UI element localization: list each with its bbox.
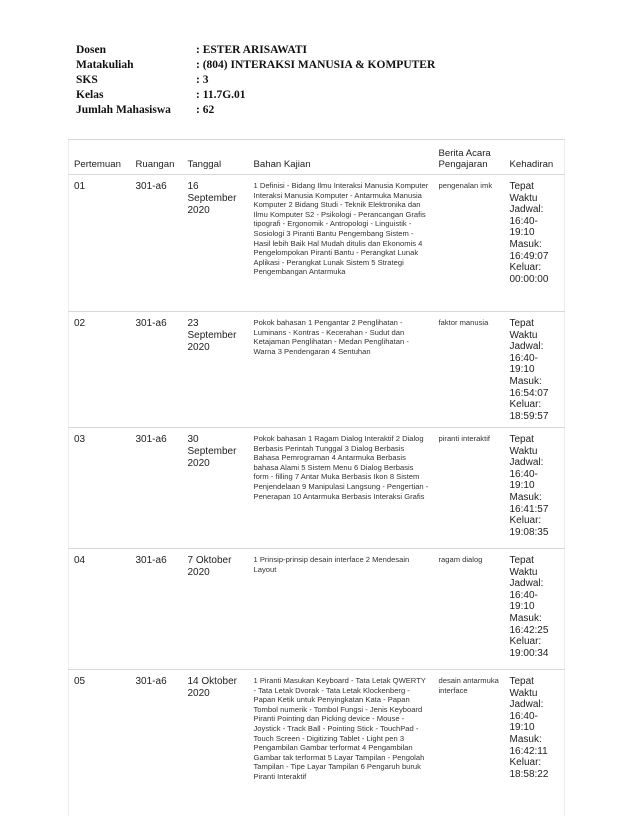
tanggal-cell: 23 September 2020 [183, 312, 249, 428]
table-row [69, 312, 565, 428]
pertemuan-cell: 03 [69, 428, 131, 549]
keluar-label: Keluar: [509, 262, 542, 274]
masuk-label: Masuk: [509, 733, 542, 745]
table-header-row [69, 140, 565, 175]
pertemuan-cell: 04 [69, 549, 131, 670]
col-berita-acara: Berita Acara Pengajaran [434, 140, 505, 175]
sks-row [76, 74, 546, 89]
table-row [69, 428, 565, 549]
ruangan-cell: 301-a6 [131, 175, 183, 312]
bahan-kajian-cell: 1 Definisi - Bidang Ilmu Interaksi Manusia Komputer Interaksi Manusia Komputer - Antarmuka Manusia Komputer 2 Bidang Studi - Teknik Elektronika dan Ilmu Komputer S2 - Psikologi - Perancangan Grafis tipografi - Ergonomik - Antropologi - Linguistik - Sosiologi 3 Piranti Bantu Pengembang Sistem - Hasil lebih Baik Hal Mudah ditulis dan Ekonomis 4 Pengelompokan Piranti Bantu - Perangkat Lunak Aplikasi - Perangkat Lunak Sistem 5 Strategi Pengembangan Antarmuka [249, 175, 434, 312]
ruangan-cell: 301-a6 [131, 670, 183, 817]
pertemuan-cell: 01 [69, 175, 131, 312]
keluar-value: 18:59:57 [509, 410, 549, 422]
berita-acara-cell: piranti interaktif [434, 428, 505, 549]
masuk-value: 16:42:11 [509, 745, 548, 757]
jumlah-label: Jumlah Mahasiswa [76, 104, 171, 116]
table-row [69, 549, 565, 670]
table-row [69, 175, 565, 312]
col-bahan-kajian: Bahan Kajian [249, 140, 434, 175]
col-ruangan: Ruangan [131, 140, 183, 175]
masuk-label: Masuk: [509, 375, 542, 387]
attendance-table-wrap [68, 139, 564, 816]
berita-acara-cell: pengenalan imk [434, 175, 505, 312]
masuk-value: 16:41:57 [509, 503, 549, 515]
ruangan-cell: 301-a6 [131, 428, 183, 549]
bahan-kajian-cell: 1 Prinsip-prinsip desain interface 2 Mendesain Layout [249, 549, 434, 670]
masuk-value: 16:49:07 [509, 250, 549, 262]
col-pertemuan: Pertemuan [69, 140, 131, 175]
tanggal-cell: 30 September 2020 [183, 428, 249, 549]
jadwal-value: 16:40-19:10 [509, 215, 538, 239]
masuk-label: Masuk: [509, 491, 542, 503]
jadwal-value: 16:40-19:10 [509, 468, 538, 492]
keluar-label: Keluar: [509, 515, 542, 527]
kehadiran-cell [505, 312, 565, 428]
jadwal-label: Jadwal: [509, 341, 544, 353]
kehadiran-cell [505, 549, 565, 670]
keluar-label: Keluar: [509, 757, 542, 769]
sks-label: SKS [76, 74, 98, 86]
matakuliah-value: : (804) INTERAKSI MANUSIA & KOMPUTER [196, 59, 436, 71]
attendance-table [68, 139, 565, 816]
bahan-kajian-cell: Pokok bahasan 1 Pengantar 2 Penglihatan - Luminans - Kontras - Kecerahan - Sudut dan Ketajaman Penglihatan - Medan Penglihatan - Warna 3 Pendengaran 4 Sentuhan [249, 312, 434, 428]
matakuliah-row [76, 59, 546, 74]
keluar-value: 19:08:35 [509, 526, 549, 538]
ruangan-cell: 301-a6 [131, 312, 183, 428]
berita-acara-cell: desain antarmuka interface [434, 670, 505, 817]
berita-acara-cell: ragam dialog [434, 549, 505, 670]
jumlah-value: : 62 [196, 104, 215, 116]
pertemuan-cell: 05 [69, 670, 131, 817]
kehadiran-cell [505, 175, 565, 312]
kehadiran-cell [505, 670, 565, 817]
jadwal-value: 16:40-19:10 [509, 352, 538, 376]
tanggal-cell: 7 Oktober 2020 [183, 549, 249, 670]
bahan-kajian-cell: Pokok bahasan 1 Ragam Dialog Interaktif 2 Dialog Berbasis Perintah Tunggal 3 Dialog Berbasis Bahasa Pemrograman 4 Antarmuka Berbasis bahasa Alami 5 Sistem Menu 6 Dialog Berbasis form - filling 7 Antar Muka Berbasis Ikon 8 Sistem Penjendelaan 9 Manipulasi Langsung - Pengertian - Penerapan 10 Antarmuka Berbasis Interaksi Grafis [249, 428, 434, 549]
matakuliah-label: Matakuliah [76, 59, 134, 71]
masuk-label: Masuk: [509, 238, 542, 250]
kehadiran-status: Tepat Waktu [509, 318, 538, 341]
jadwal-label: Jadwal: [509, 699, 544, 711]
dosen-row [76, 44, 546, 59]
masuk-value: 16:54:07 [509, 387, 549, 399]
bahan-kajian-cell: 1 Piranti Masukan Keyboard - Tata Letak QWERTY - Tata Letak Dvorak - Tata Letak Klockenberg - Papan Ketik untuk Penyingkatan Kata - Papan Tombol numerik - Tombol Fungsi - Jenis Keyboard Piranti Pointing dan Picking device - Mouse - Joystick - Track Ball - Pointing Stick - TouchPad - Touch Screen - Digitizing Tablet - Light pen 3 Pengambilan Gambar terformat 4 Pengambilan Gambar tak terformat 5 Layar Tampilan - Pengolah Tampilan - Tipe Layar Tampilan 6 Pengaruh buruk Piranti Interaktif [249, 670, 434, 817]
kehadiran-cell [505, 428, 565, 549]
masuk-value: 16:42:25 [509, 624, 549, 636]
kehadiran-status: Tepat Waktu [509, 181, 538, 204]
kelas-value: : 11.7G.01 [196, 89, 246, 101]
kelas-row [76, 89, 546, 104]
ruangan-cell: 301-a6 [131, 549, 183, 670]
table-row [69, 670, 565, 817]
jadwal-label: Jadwal: [509, 457, 544, 469]
keluar-label: Keluar: [509, 399, 542, 411]
jadwal-label: Jadwal: [509, 204, 544, 216]
sks-value: : 3 [196, 74, 209, 86]
kelas-label: Kelas [76, 89, 104, 101]
keluar-label: Keluar: [509, 636, 542, 648]
kehadiran-status: Tepat Waktu [509, 434, 538, 457]
keluar-value: 00:00:00 [509, 273, 549, 285]
jadwal-label: Jadwal: [509, 578, 544, 590]
jadwal-value: 16:40-19:10 [509, 710, 538, 734]
col-kehadiran: Kehadiran [505, 140, 565, 175]
keluar-value: 18:58:22 [509, 768, 549, 780]
kehadiran-status: Tepat Waktu [509, 555, 538, 578]
dosen-value: : ESTER ARISAWATI [196, 44, 307, 56]
tanggal-cell: 14 Oktober 2020 [183, 670, 249, 817]
dosen-label: Dosen [76, 44, 107, 56]
keluar-value: 19:00:34 [509, 647, 549, 659]
col-tanggal: Tanggal [183, 140, 249, 175]
kehadiran-status: Tepat Waktu [509, 676, 538, 699]
tanggal-cell: 16 September 2020 [183, 175, 249, 312]
jadwal-value: 16:40-19:10 [509, 589, 538, 613]
jumlah-row [76, 104, 546, 119]
masuk-label: Masuk: [509, 612, 542, 624]
pertemuan-cell: 02 [69, 312, 131, 428]
course-header [76, 44, 546, 119]
berita-acara-cell: faktor manusia [434, 312, 505, 428]
